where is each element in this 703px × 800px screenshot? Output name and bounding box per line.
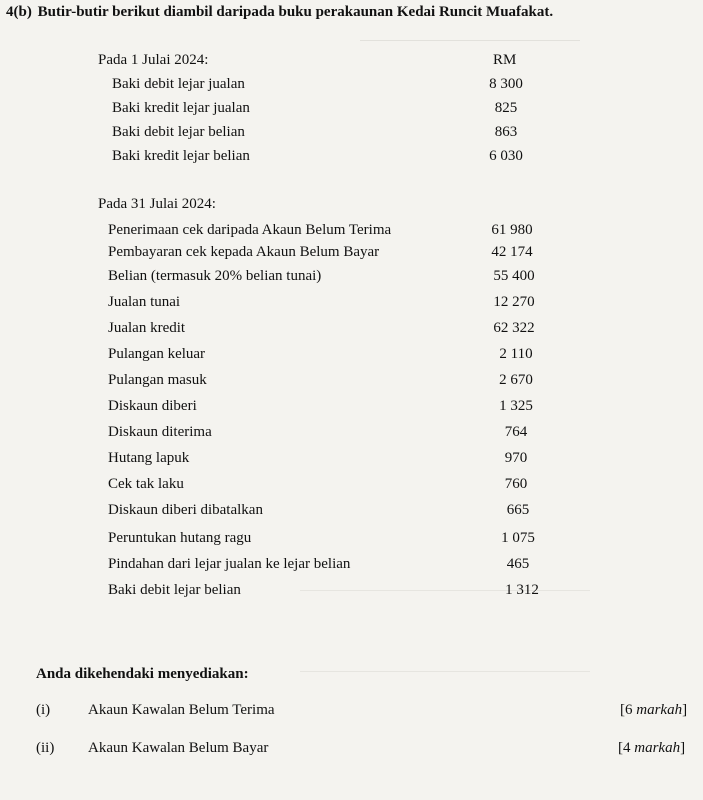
row-value: 465 — [506, 556, 530, 572]
row-label: Pindahan dari lejar jualan ke lejar belian — [108, 556, 351, 572]
row-value: 55 400 — [493, 268, 535, 284]
row-label: Penerimaan cek daripada Akaun Belum Terima — [108, 222, 392, 238]
row-label: Baki kredit lejar belian — [112, 148, 250, 164]
task-marks: [4 markah] — [618, 740, 686, 756]
row-label: Baki debit lejar jualan — [112, 76, 245, 92]
row-label: Pembayaran cek kepada Akaun Belum Bayar — [108, 244, 380, 260]
row-value: 970 — [504, 450, 528, 466]
opening-date: Pada 1 Julai 2024: — [98, 52, 209, 68]
row-value: 665 — [506, 502, 530, 518]
task-marks: [6 markah] — [620, 702, 688, 718]
row-value: 764 — [504, 424, 528, 440]
row-label: Pulangan masuk — [108, 372, 207, 388]
row-label: Jualan kredit — [108, 320, 186, 336]
row-label: Cek tak laku — [108, 476, 184, 492]
row-value: 2 110 — [499, 346, 533, 362]
row-label: Hutang lapuk — [108, 450, 190, 466]
row-label: Diskaun diberi — [108, 398, 197, 414]
row-value: 825 — [494, 100, 518, 116]
row-value: 61 980 — [491, 222, 533, 238]
row-value: 62 322 — [493, 320, 535, 336]
question-number: 4(b) — [6, 4, 32, 20]
row-label: Baki debit lejar belian — [108, 582, 241, 598]
currency-header: RM — [493, 52, 517, 68]
row-label: Diskaun diberi dibatalkan — [108, 502, 263, 518]
row-value: 1 075 — [501, 530, 535, 546]
row-value: 42 174 — [491, 244, 533, 260]
row-value: 12 270 — [493, 294, 535, 310]
row-label: Baki kredit lejar jualan — [112, 100, 250, 116]
row-label: Pulangan keluar — [108, 346, 206, 362]
question-intro: Butir-butir berikut diambil daripada buku perakaunan Kedai Runcit Muafakat. — [37, 4, 554, 20]
tasks-heading: Anda dikehendaki menyediakan: — [36, 666, 249, 682]
row-value: 8 300 — [489, 76, 523, 92]
row-label: Diskaun diterima — [108, 424, 212, 440]
row-label: Baki debit lejar belian — [112, 124, 245, 140]
row-value: 760 — [504, 476, 528, 492]
closing-date: Pada 31 Julai 2024: — [98, 196, 216, 212]
row-value: 6 030 — [489, 148, 523, 164]
row-value: 1 325 — [499, 398, 533, 414]
task-number: (ii) — [36, 740, 55, 756]
show-through-decoration — [360, 40, 580, 51]
row-label: Jualan tunai — [108, 294, 181, 310]
task-number: (i) — [36, 702, 51, 718]
row-value: 863 — [494, 124, 518, 140]
task-description: Akaun Kawalan Belum Bayar — [88, 740, 269, 756]
row-label: Belian (termasuk 20% belian tunai) — [108, 268, 322, 284]
row-value: 1 312 — [505, 582, 539, 598]
row-value: 2 670 — [499, 372, 533, 388]
question-heading — [6, 4, 553, 21]
show-through-decoration — [300, 590, 590, 672]
row-label: Peruntukan hutang ragu — [108, 530, 252, 546]
task-description: Akaun Kawalan Belum Terima — [88, 702, 275, 718]
